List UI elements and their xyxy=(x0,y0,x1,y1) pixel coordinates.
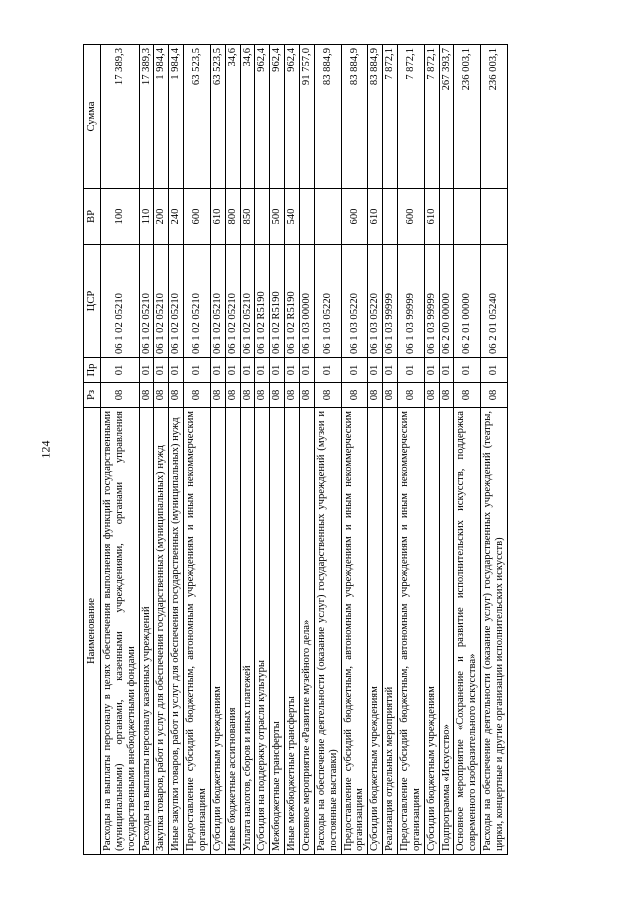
header-sum: Сумма xyxy=(84,45,101,189)
cell-name: Субсидии бюджетным учреждениям xyxy=(424,408,439,855)
table-row xyxy=(285,45,300,855)
cell-vr xyxy=(383,189,398,245)
cell-rz: 08 xyxy=(139,383,154,408)
header-name: Наименование xyxy=(84,408,101,855)
cell-rz: 08 xyxy=(225,383,240,408)
table-row xyxy=(481,45,508,855)
cell-csr: 06 1 03 05220 xyxy=(314,245,341,358)
cell-csr: 06 1 03 05220 xyxy=(341,245,368,358)
table-row xyxy=(383,45,398,855)
cell-vr: 610 xyxy=(368,189,383,245)
cell-pr: 01 xyxy=(341,358,368,383)
cell-pr: 01 xyxy=(398,358,425,383)
cell-sum: 83 884,9 xyxy=(368,45,383,189)
cell-name: Расходы на обеспечение деятельности (оказание услуг) государственных учреждений (театры, цирки, концертные и другие организации исполнительских искусств) xyxy=(481,408,508,855)
page-number: 124 xyxy=(38,440,53,459)
cell-vr: 610 xyxy=(424,189,439,245)
cell-vr: 600 xyxy=(398,189,425,245)
table-row xyxy=(255,45,270,855)
cell-vr: 240 xyxy=(169,189,184,245)
cell-rz: 08 xyxy=(424,383,439,408)
cell-sum: 7 872,1 xyxy=(383,45,398,189)
cell-csr: 06 1 02 05210 xyxy=(169,245,184,358)
cell-rz: 08 xyxy=(240,383,255,408)
cell-name: Основное мероприятие «Сохранение и развитие исполнительских искусств, поддержка современного изобразительного искусства» xyxy=(454,408,481,855)
cell-sum: 34,6 xyxy=(240,45,255,189)
cell-pr: 01 xyxy=(481,358,508,383)
cell-rz: 08 xyxy=(341,383,368,408)
cell-rz: 08 xyxy=(270,383,285,408)
cell-vr xyxy=(439,189,454,245)
cell-name: Реализация отдельных мероприятий xyxy=(383,408,398,855)
cell-pr: 01 xyxy=(101,358,140,383)
cell-vr xyxy=(314,189,341,245)
budget-table xyxy=(83,44,508,855)
cell-sum: 17 389,3 xyxy=(101,45,140,189)
cell-rz: 08 xyxy=(454,383,481,408)
table-row xyxy=(169,45,184,855)
cell-vr xyxy=(481,189,508,245)
cell-sum: 63 523,5 xyxy=(184,45,211,189)
table-row xyxy=(368,45,383,855)
cell-sum: 63 523,5 xyxy=(210,45,225,189)
cell-sum: 1 984,4 xyxy=(169,45,184,189)
cell-csr: 06 1 03 00000 xyxy=(300,245,315,358)
cell-sum: 236 003,1 xyxy=(454,45,481,189)
cell-name: Подпрограмма «Искусство» xyxy=(439,408,454,855)
cell-pr: 01 xyxy=(383,358,398,383)
cell-sum: 1 984,4 xyxy=(154,45,169,189)
cell-rz: 08 xyxy=(368,383,383,408)
cell-sum: 91 757,0 xyxy=(300,45,315,189)
cell-sum: 83 884,9 xyxy=(314,45,341,189)
cell-name: Расходы на выплаты персоналу в целях обеспечения выполнения функций государственными (муниципальными) органами, казенными учреждениями, органами управления государственными внебюджетными фондами xyxy=(101,408,140,855)
cell-rz: 08 xyxy=(169,383,184,408)
cell-rz: 08 xyxy=(314,383,341,408)
cell-name: Закупка товаров, работ и услуг для обеспечения государственных (муниципальных) нужд xyxy=(154,408,169,855)
cell-csr: 06 1 02 R5190 xyxy=(255,245,270,358)
cell-pr: 01 xyxy=(154,358,169,383)
table-row xyxy=(139,45,154,855)
cell-name: Субсидии бюджетным учреждениям xyxy=(210,408,225,855)
cell-name: Иные закупки товаров, работ и услуг для обеспечения государственных (муниципальных) нужд xyxy=(169,408,184,855)
cell-rz: 08 xyxy=(101,383,140,408)
cell-name: Субсидия на поддержку отрасли культуры xyxy=(255,408,270,855)
cell-rz: 08 xyxy=(383,383,398,408)
cell-sum: 7 872,1 xyxy=(398,45,425,189)
cell-csr: 06 1 02 05210 xyxy=(240,245,255,358)
cell-pr: 01 xyxy=(454,358,481,383)
cell-csr: 06 1 02 05210 xyxy=(154,245,169,358)
cell-name: Уплата налогов, сборов и иных платежей xyxy=(240,408,255,855)
cell-vr xyxy=(300,189,315,245)
table-row xyxy=(210,45,225,855)
table-row xyxy=(424,45,439,855)
cell-pr: 01 xyxy=(285,358,300,383)
cell-name: Расходы на выплаты персоналу казенных учреждений xyxy=(139,408,154,855)
cell-pr: 01 xyxy=(314,358,341,383)
cell-pr: 01 xyxy=(225,358,240,383)
cell-sum: 962,4 xyxy=(270,45,285,189)
cell-vr: 600 xyxy=(184,189,211,245)
cell-pr: 01 xyxy=(210,358,225,383)
cell-rz: 08 xyxy=(300,383,315,408)
cell-sum: 267 393,7 xyxy=(439,45,454,189)
budget-table-container xyxy=(83,45,545,855)
table-row xyxy=(454,45,481,855)
cell-name: Субсидии бюджетным учреждениям xyxy=(368,408,383,855)
cell-pr: 01 xyxy=(270,358,285,383)
cell-vr: 100 xyxy=(101,189,140,245)
cell-name: Межбюджетные трансферты xyxy=(270,408,285,855)
cell-rz: 08 xyxy=(439,383,454,408)
cell-csr: 06 2 01 05240 xyxy=(481,245,508,358)
cell-csr: 06 1 03 99999 xyxy=(398,245,425,358)
cell-sum: 236 003,1 xyxy=(481,45,508,189)
cell-csr: 06 1 02 R5190 xyxy=(270,245,285,358)
cell-csr: 06 1 02 05210 xyxy=(101,245,140,358)
cell-name: Иные бюджетные ассигнования xyxy=(225,408,240,855)
cell-sum: 83 884,9 xyxy=(341,45,368,189)
cell-sum: 962,4 xyxy=(285,45,300,189)
cell-name: Иные межбюджетные трансферты xyxy=(285,408,300,855)
cell-pr: 01 xyxy=(424,358,439,383)
table-row xyxy=(184,45,211,855)
header-vr: ВР xyxy=(84,189,101,245)
cell-csr: 06 1 02 R5190 xyxy=(285,245,300,358)
table-row xyxy=(270,45,285,855)
cell-csr: 06 1 03 05220 xyxy=(368,245,383,358)
cell-vr: 110 xyxy=(139,189,154,245)
cell-csr: 06 1 02 05210 xyxy=(210,245,225,358)
table-row xyxy=(101,45,140,855)
table-row xyxy=(398,45,425,855)
cell-csr: 06 2 00 00000 xyxy=(439,245,454,358)
cell-pr: 01 xyxy=(368,358,383,383)
cell-name: Основное мероприятие «Развитие музейного дела» xyxy=(300,408,315,855)
cell-sum: 17 389,3 xyxy=(139,45,154,189)
cell-sum: 7 872,1 xyxy=(424,45,439,189)
cell-rz: 08 xyxy=(154,383,169,408)
cell-vr: 540 xyxy=(285,189,300,245)
cell-vr: 800 xyxy=(225,189,240,245)
cell-csr: 06 2 01 00000 xyxy=(454,245,481,358)
cell-rz: 08 xyxy=(398,383,425,408)
table-row xyxy=(240,45,255,855)
cell-vr xyxy=(454,189,481,245)
cell-sum: 34,6 xyxy=(225,45,240,189)
cell-pr: 01 xyxy=(184,358,211,383)
cell-vr: 600 xyxy=(341,189,368,245)
header-rz: Рз xyxy=(84,383,101,408)
cell-rz: 08 xyxy=(285,383,300,408)
cell-name: Предоставление субсидий бюджетным, автономным учреждениям и иным некоммерческим организациям xyxy=(341,408,368,855)
cell-vr: 500 xyxy=(270,189,285,245)
cell-rz: 08 xyxy=(184,383,211,408)
table-row xyxy=(225,45,240,855)
cell-csr: 06 1 03 99999 xyxy=(424,245,439,358)
cell-vr: 850 xyxy=(240,189,255,245)
table-row xyxy=(439,45,454,855)
cell-pr: 01 xyxy=(240,358,255,383)
cell-rz: 08 xyxy=(481,383,508,408)
cell-pr: 01 xyxy=(439,358,454,383)
cell-pr: 01 xyxy=(255,358,270,383)
cell-name: Предоставление субсидий бюджетным, автономным учреждениям и иным некоммерческим организациям xyxy=(398,408,425,855)
cell-rz: 08 xyxy=(210,383,225,408)
header-pr: Пр xyxy=(84,358,101,383)
table-row xyxy=(300,45,315,855)
cell-pr: 01 xyxy=(139,358,154,383)
cell-vr xyxy=(255,189,270,245)
table-row xyxy=(341,45,368,855)
cell-csr: 06 1 02 05210 xyxy=(184,245,211,358)
header-csr: ЦСР xyxy=(84,245,101,358)
cell-name: Предоставление субсидий бюджетным, автономным учреждениям и иным некоммерческим организациям xyxy=(184,408,211,855)
table-row xyxy=(154,45,169,855)
cell-pr: 01 xyxy=(300,358,315,383)
cell-sum: 962,4 xyxy=(255,45,270,189)
cell-csr: 06 1 02 05210 xyxy=(139,245,154,358)
cell-vr: 200 xyxy=(154,189,169,245)
table-header-row xyxy=(84,45,101,855)
cell-pr: 01 xyxy=(169,358,184,383)
table-row xyxy=(314,45,341,855)
cell-vr: 610 xyxy=(210,189,225,245)
cell-csr: 06 1 03 99999 xyxy=(383,245,398,358)
cell-rz: 08 xyxy=(255,383,270,408)
cell-csr: 06 1 02 05210 xyxy=(225,245,240,358)
cell-name: Расходы на обеспечение деятельности (оказание услуг) государственных учреждений (музеи и постоянные выставки) xyxy=(314,408,341,855)
